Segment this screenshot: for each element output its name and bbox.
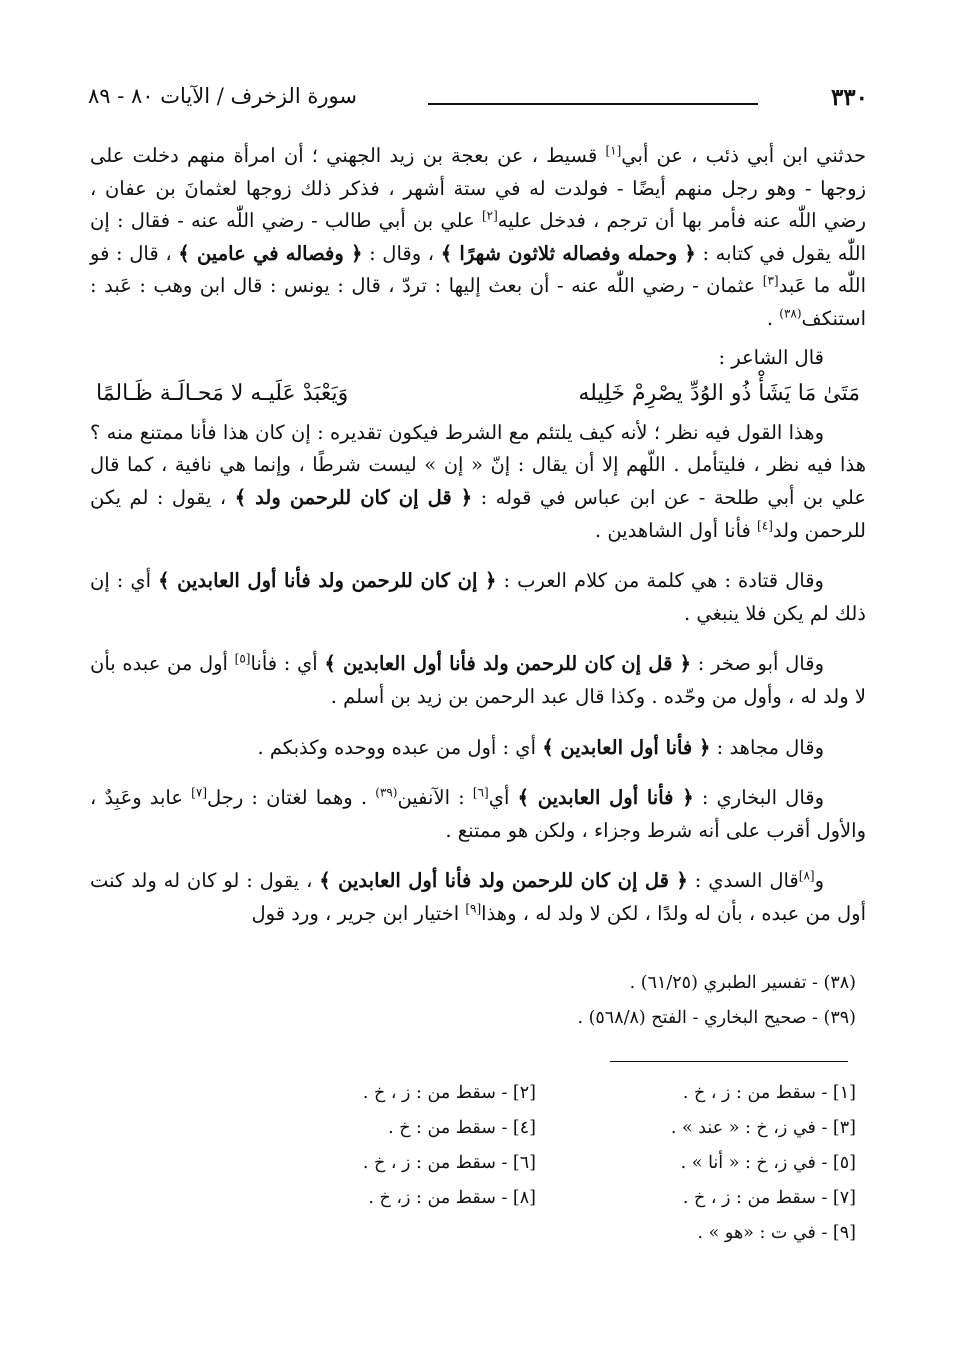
footnotes — [90, 966, 866, 1036]
running-title: سورة الزخرف / الآيات ٨٠ - ٨٩ — [88, 84, 357, 108]
quran-quote: ﴿ فأنا أول العابدين ﴾ — [542, 735, 711, 759]
variant-notes — [216, 1076, 856, 1251]
footnote-39: (٣٩) - صحيح البخاري - الفتح (٥٦٨/٨) . — [577, 1008, 856, 1028]
variant-note: [٢] - سقط من : ز ، خ . — [362, 1083, 536, 1103]
variant-ref: [٣] — [762, 273, 779, 288]
quran-quote: ﴿ قل إن كان للرحمن ولد ﴾ — [234, 485, 473, 509]
paragraph-7: و[٨]قال السدي : ﴿ قل إن كان للرحمن ولد فأنا أول العابدين ﴾ ، يقول : لو كان له ولد كنت أول من عبده ، بأن له ولدًا ، لكن لا ولد له ، وهذا[٩] اختيار ابن جرير ، ورد قول — [90, 868, 866, 925]
paragraph-3: وقال قتادة : هي كلمة من كلام العرب : ﴿ إن كان للرحمن ولد فأنا أول العابدين ﴾ أي : إن ذلك لم يكن فلا ينبغي . — [90, 569, 866, 625]
page-number: ٣٣٠ — [830, 84, 868, 111]
quran-quote: ﴿ قل إن كان للرحمن ولد فأنا أول العابدين ﴾ — [324, 652, 692, 676]
variant-note: [٩] - في ت : «هو » . — [697, 1223, 856, 1243]
variant-note: [٤] - سقط من : خ . — [388, 1118, 536, 1138]
quran-quote: ﴿ وفصاله في عامين ﴾ — [178, 241, 363, 265]
paragraph-2: وهذا القول فيه نظر ؛ لأنه كيف يلتئم مع الشرط فيكون تقديره : إن كان هذا فأنا ممتنع منه ؟ هذا فيه نظر ، فليتأمل . اللّهم إلا أن يقال : إنّ « إن » ليست شرطًا ، وإنما هي نافية ، كما قال علي بن أبي طلحة - عن ابن عباس في قوله : ﴿ قل إن كان للرحمن ولد ﴾ ، يقول : لم يكن للرحمن ولد[٤] فأنا أول الشاهدين . — [90, 420, 866, 542]
quran-quote: ﴿ قل إن كان للرحمن ولد فأنا أول العابدين ﴾ — [319, 869, 688, 893]
main-text — [90, 140, 866, 930]
poem-label: قال الشاعر : — [718, 345, 824, 369]
variant-ref: [٨] — [798, 868, 815, 883]
variant-ref: [٤] — [757, 518, 773, 533]
variant-ref: [٥] — [234, 651, 251, 666]
variant-ref: [٢] — [481, 208, 498, 223]
poem-verse — [90, 378, 866, 411]
variant-note: [٧] - سقط من : ز ، خ . — [682, 1188, 856, 1208]
variant-note: [٨] - سقط من : ز، خ . — [368, 1188, 536, 1208]
quran-quote: ﴿ فأنا أول العابدين ﴾ — [517, 786, 694, 810]
variant-ref: [٦] — [472, 785, 489, 800]
poem-hemistich-left: وَيَعْبَدْ عَلَيـه لا مَحـالَـة ظَـالمًا — [96, 381, 349, 407]
footnote-separator — [610, 1061, 848, 1062]
quran-quote: ﴿ إن كان للرحمن ولد فأنا أول العابدين ﴾ — [158, 569, 497, 593]
paragraph-5: وقال مجاهد : ﴿ فأنا أول العابدين ﴾ أي : أول من عبده ووحده وكذبكم . — [257, 735, 824, 759]
paragraph-4: وقال أبو صخر : ﴿ قل إن كان للرحمن ولد فأنا أول العابدين ﴾ أي : فأنا[٥] أول من عبده بأن لا ولد له ، وأول من وحّده . وكذا قال عبد الرحمن بن زيد بن أسلم . — [90, 651, 866, 708]
variant-note: [٦] - سقط من : ز ، خ . — [362, 1153, 536, 1173]
footnote-ref: (٣٩) — [375, 785, 398, 800]
paragraph-6: وقال البخاري : ﴿ فأنا أول العابدين ﴾ أي[٦] : الآنفين$^{(٣٩)}$ . وهما لغتان : رجل[٧] عابد وعَبِدٌ ، والأول أقرب على أنه شرط وجزاء ، ولكن هو ممتنع . — [90, 785, 866, 842]
header-rule — [428, 103, 758, 105]
footnote-ref: (٣٨) — [779, 306, 802, 321]
paragraph-1: حدثني ابن أبي ذئب ، عن أبي[١] قسيط ، عن بعجة بن زيد الجهني ؛ أن امرأة منهم دخلت على زوجها - وهو رجل منهم أيضًا - فولدت له في ستة أشهر ، فذكر ذلك زوجها لعثمانَ بن عفان ، رضي اللّٰه عنه فأمر بها أن ترجم ، فدخل عليه[٢] علي بن أبي طالب - رضي اللّٰه عنه - فقال : إن اللّٰه يقول في كتابه : ﴿ وحمله وفصاله ثلاثون شهرًا ﴾ ، وقال : ﴿ وفصاله في عامين ﴾ ، قال : فو اللّٰه ما عَبد[٣] عثمان - رضي اللّٰه عنه - أن بعث إليها : تردّ ، قال : يونس : قال ابن وهب : عَبد : استنكف$^{(٣٨)}$ . — [90, 143, 867, 330]
quran-quote: ﴿ وحمله وفصاله ثلاثون شهرًا ﴾ — [440, 241, 696, 265]
variant-note: [١] - سقط من : ز ، خ . — [682, 1083, 856, 1103]
variant-ref: [٧] — [191, 785, 207, 800]
variant-note: [٥] - في ز، خ : « أنا » . — [680, 1153, 856, 1173]
poem-hemistich-right: مَتَىٰ مَا يَشَأْ ذُو الوُدِّ يصْرِمْ خَلِيله — [578, 381, 860, 407]
variant-ref: [٩] — [465, 901, 482, 916]
variant-note: [٣] - في ز، خ : « عند » . — [670, 1118, 856, 1138]
variant-ref: [١] — [605, 143, 622, 158]
footnote-38: (٣٨) - تفسير الطبري (٦١/٢٥) . — [629, 973, 856, 993]
page-header — [88, 84, 868, 118]
